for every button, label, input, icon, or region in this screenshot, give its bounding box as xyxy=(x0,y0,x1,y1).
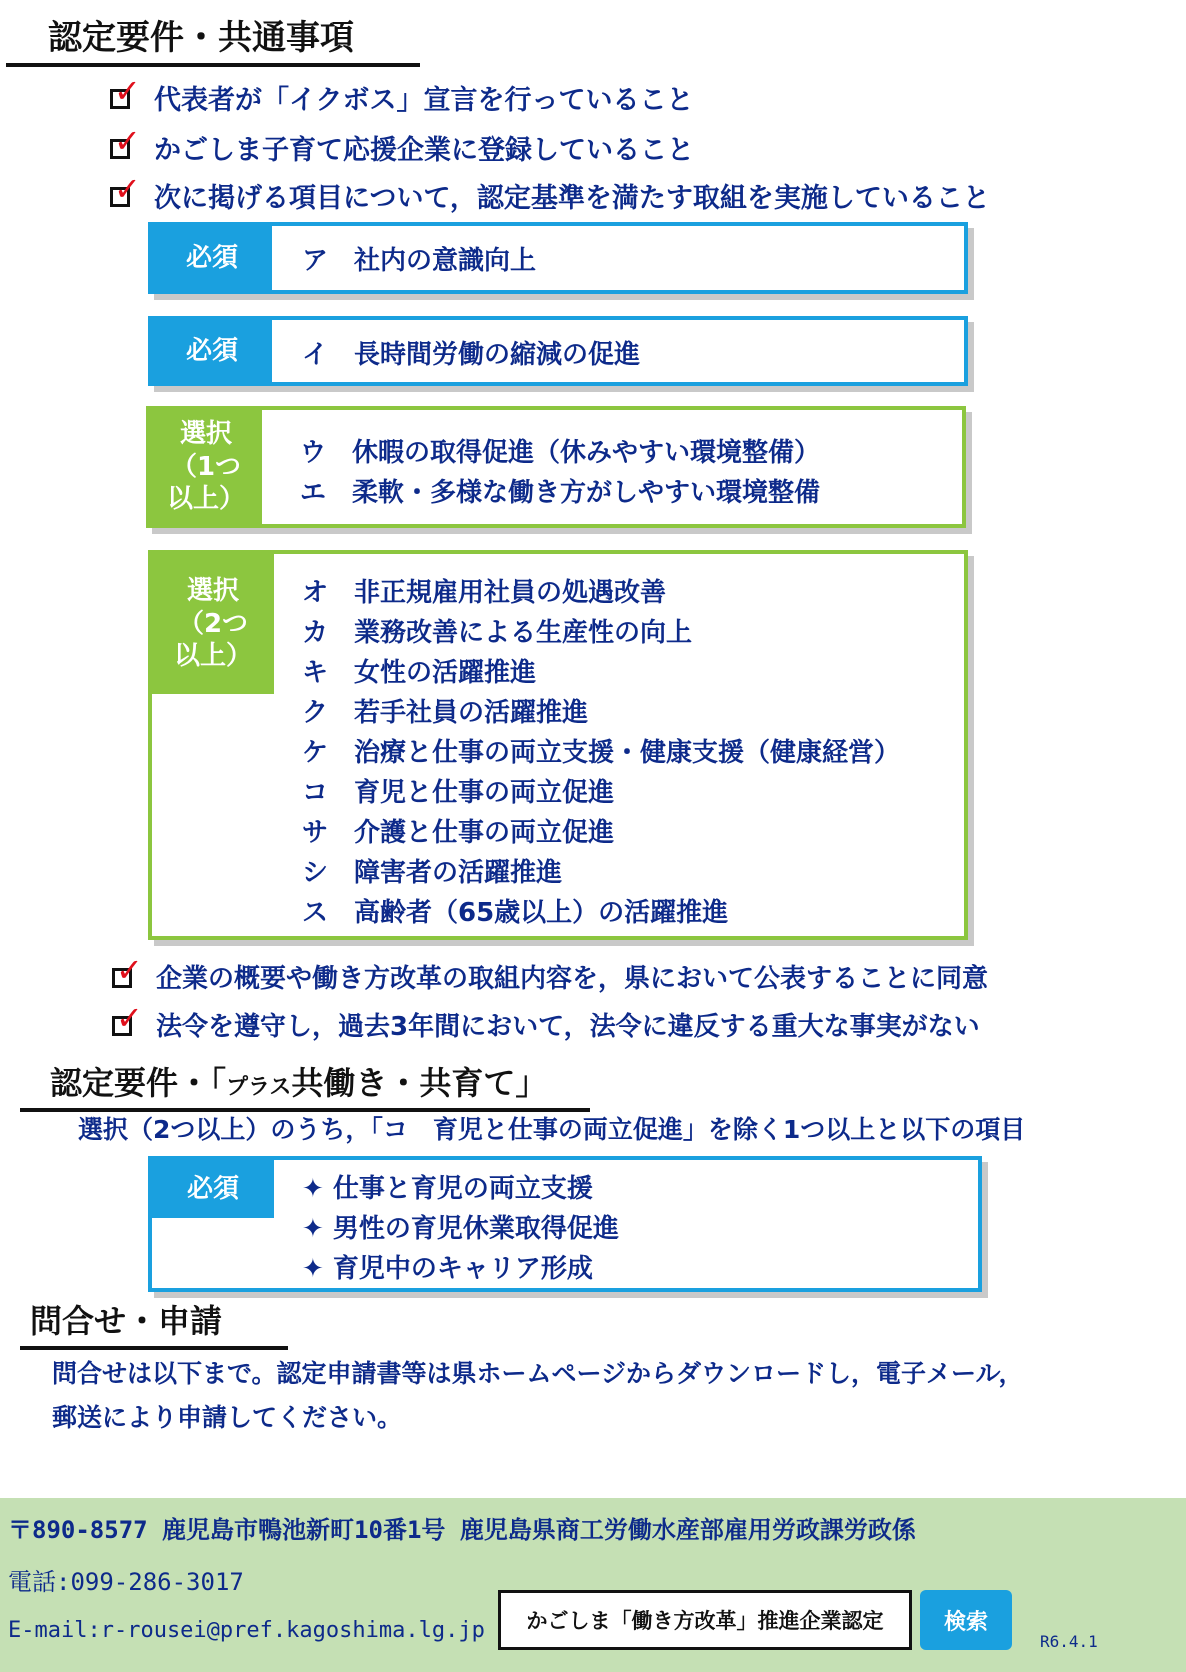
requirement-item: コ 育児と仕事の両立促進 xyxy=(302,778,615,808)
checkbox-checked-icon: ✓ xyxy=(112,964,138,990)
requirement-item: イ 長時間労働の縮減の促進 xyxy=(302,340,641,370)
check-item xyxy=(110,121,694,167)
selection-tag xyxy=(150,410,262,524)
footer-contact-box xyxy=(0,1498,1186,1672)
check-item-label: 企業の概要や働き方改革の取組内容を，県において公表することに同意 xyxy=(156,964,989,994)
contact-body-line: 問合せは以下まで。認定申請書等は県ホームページからダウンロードし，電子メール， xyxy=(52,1359,1024,1388)
contact-body xyxy=(52,1352,1024,1440)
requirement-item: ✦ 仕事と育児の両立支援 xyxy=(302,1174,593,1204)
selection-tag xyxy=(152,554,274,694)
selection-tag-line: 以上） xyxy=(173,641,252,672)
footer-email: E-mail:r-rousei@pref.kagoshima.lg.jp xyxy=(8,1618,485,1643)
search-box[interactable] xyxy=(498,1590,912,1650)
section-title-plus-small: プラス xyxy=(226,1075,292,1100)
version-label: R6.4.1 xyxy=(1040,1632,1098,1651)
check-item xyxy=(112,998,980,1043)
check-item-label: 法令を遵守し，過去3年間において，法令に違反する重大な事実がない xyxy=(156,1012,980,1042)
check-item xyxy=(112,950,989,995)
section-title-common xyxy=(6,10,420,67)
section-subtitle: 選択（2つ以上）のうち，「コ 育児と仕事の両立促進」を除く1つ以上と以下の項目 xyxy=(78,1115,1026,1144)
required-tag: 必須 xyxy=(152,226,272,290)
requirement-item: ク 若手社員の活躍推進 xyxy=(302,698,589,728)
requirement-item: エ 柔軟・多様な働き方がしやすい環境整備 xyxy=(300,478,821,508)
contact-body-line: 郵送により申請してください。 xyxy=(52,1403,403,1432)
selection-tag-line: 以上） xyxy=(166,484,245,515)
requirement-item: カ 業務改善による生産性の向上 xyxy=(302,618,693,648)
selection-card-ue xyxy=(146,406,966,528)
requirement-item: シ 障害者の活躍推進 xyxy=(302,858,563,888)
section-title-contact-text: 問合せ・申請 xyxy=(30,1302,223,1340)
plus-requirement-card xyxy=(148,1156,982,1292)
check-item-label: 代表者が「イクボス」宣言を行っていること xyxy=(154,85,694,116)
requirement-item: サ 介護と仕事の両立促進 xyxy=(302,818,615,848)
section-title-plus-suffix: 共働き・共育て」 xyxy=(291,1064,548,1102)
footer-address: 〒890-8577 鹿児島市鴨池新町10番1号 鹿児島県商工労働水産部雇用労政課労政係 xyxy=(8,1516,916,1544)
required-tag: 必須 xyxy=(152,320,272,382)
check-item xyxy=(110,169,990,215)
requirement-item: ✦ 男性の育児休業取得促進 xyxy=(302,1214,619,1244)
requirement-item: オ 非正規雇用社員の処遇改善 xyxy=(302,578,667,608)
requirement-item: ス 高齢者（65歳以上）の活躍推進 xyxy=(302,898,729,928)
requirement-item: ウ 休暇の取得促進（休みやすい環境整備） xyxy=(300,438,821,468)
requirement-card-a xyxy=(148,222,968,294)
checkbox-checked-icon: ✓ xyxy=(110,183,136,209)
search-button[interactable]: 検索 xyxy=(920,1590,1012,1650)
requirement-item: ✦ 育児中のキャリア形成 xyxy=(302,1254,593,1284)
requirement-item: キ 女性の活躍推進 xyxy=(302,658,537,688)
checkbox-checked-icon: ✓ xyxy=(110,85,136,111)
section-title-plus xyxy=(20,1058,590,1112)
selection-tag-line: （1つ xyxy=(170,451,242,482)
selection-card-os xyxy=(148,550,968,940)
selection-tag-line: （2つ xyxy=(177,608,249,639)
check-item-label: かごしま子育て応援企業に登録していること xyxy=(154,135,694,166)
required-tag: 必須 xyxy=(152,1160,274,1218)
section-title-common-text: 認定要件・共通事項 xyxy=(48,18,354,58)
requirement-card-i xyxy=(148,316,968,386)
search-query-text: かごしま「働き方改革」推進企業認定 xyxy=(526,1609,884,1633)
selection-tag-line: 選択 xyxy=(186,576,239,607)
requirement-item: ケ 治療と仕事の両立支援・健康支援（健康経営） xyxy=(302,738,901,768)
checkbox-checked-icon: ✓ xyxy=(110,135,136,161)
checkbox-checked-icon: ✓ xyxy=(112,1012,138,1038)
selection-tag-line: 選択 xyxy=(179,419,232,450)
footer-tel: 電話:099-286-3017 xyxy=(8,1568,244,1596)
section-title-contact xyxy=(20,1296,288,1350)
check-item-label: 次に掲げる項目について，認定基準を満たす取組を実施していること xyxy=(154,183,990,214)
requirement-item: ア 社内の意識向上 xyxy=(302,246,537,276)
check-item xyxy=(110,71,694,117)
section-title-plus-prefix: 認定要件・「 xyxy=(50,1064,227,1102)
